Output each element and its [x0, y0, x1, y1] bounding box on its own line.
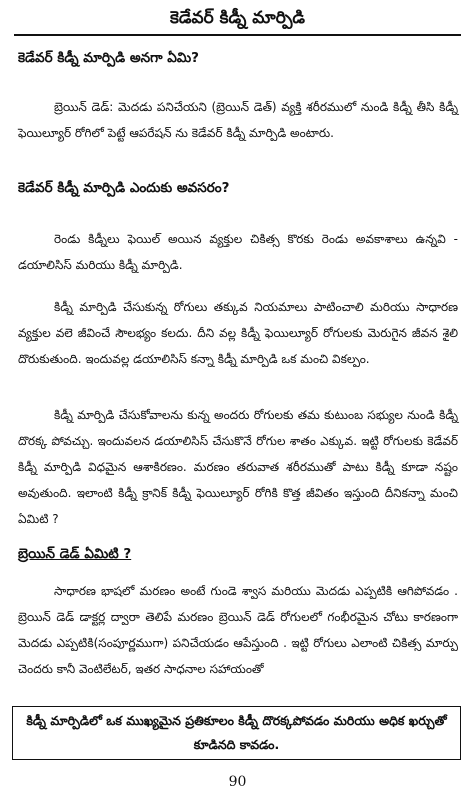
section-heading-why-needed: కెడేవర్ కిడ్నీ మార్పిడి ఎందుకు అవసరం?: [18, 180, 230, 196]
paragraph-cadaver-hope: కిడ్నీ మార్పిడి చేసుకోవాలను కున్న అందరు రోగులకు తమ కుటుంబ సభ్యుల నుండి కిడ్నీ దొరక్క పోవచ్చు. ఇందువలన డయాలిసిస్ చేసుకొనే రోగుల శాతం ఎక్కువ. ఇట్టి రోగులకు కెడేవర్ కిడ్నీ మార్పిడి విధమైన ఆశాకిరణం. మరణం తరువాత శరీరముతో పాటు కిడ్నీ కూడా నష్టం అవుతుంది. ఇలాంటి కిడ్నీ క్రానిక్ కిడ్నీ ఫెయిల్యూర్ రోగికి కొత్త జీవితం ఇస్తుంది దీనికన్నా మంచి ఏమిటి ?: [18, 408, 458, 526]
highlight-box: కిడ్నీ మార్పిడిలో ఒక ముఖ్యమైన ప్రతికూలం కిడ్నీ దొరక్కపోవడం మరియు అధిక ఖర్చుతో కూడినది కావడం.: [12, 706, 461, 760]
paragraph-brain-dead-definition: సాధారణ భాషలో మరణం అంటే గుండె శ్వాస మరియు మెదడు ఎప్పటికి ఆగిపోవడం . బ్రెయిన్ డెడ్ డాక్టర్ల ద్వారా తెలిపే మరణం బ్రెయిన్ డెడ్ రోగులలో గంభీరమైన చోటు కారణంగా మెదడు ఎప్పటికి(సంపూర్ణముగా) పనిచేయడం ఆపేస్తుంది . ఇట్టి రోగులు ఎలాంటి చికిత్స మార్పు చెందరు కానీ వెంటిలేటర్, ఇతర సాధనాల సహాయంతో: [18, 584, 458, 676]
page-number: 90: [228, 774, 247, 790]
page-title: కెడేవర్ కిడ్నీ మార్పిడి: [170, 8, 305, 28]
paragraph-definition: బ్రెయిన్ డెడ్: మెదడు పనిచేయని (బ్రెయిన్ డెత్) వ్యక్తి శరీరములో నుండి కిడ్నీ తీసి కిడ్నీ ఫెయిల్యూర్ రోగిలో పెట్టే ఆపరేషన్ ను కెడేవర్ కిడ్నీ మార్పిడి అంటారు.: [18, 100, 458, 140]
paragraph-options: రెండు కిడ్నీలు ఫెయిల్ అయిన వ్యక్తుల చికిత్స కొరకు రెండు అవకాశాలు ఉన్నవి - డయాలిసిస్ మరియు కిడ్నీ మార్పిడి.: [18, 232, 458, 272]
title-divider: [14, 34, 461, 36]
section-heading-brain-dead: బ్రెయిన్ డెడ్ ఏమిటి ?: [18, 546, 132, 562]
section-heading-what-is: కెడేవర్ కిడ్నీ మార్పిడి అనగా ఏమి?: [18, 50, 199, 66]
paragraph-transplant-benefits: కిడ్నీ మార్పిడి చేసుకున్న రోగులు తక్కువ నియమాలు పాటించాలి మరియు సాధారణ వ్యక్తుల వలె జీవించే సౌలభ్యం కలదు. దీని వల్ల కిడ్నీ ఫెయిల్యూర్ రోగులకు మెరుగైన జీవన శైలి దొరుకుతుంది. ఇందువల్ల డయాలిసిస్ కన్నా కిడ్నీ మార్పిడి ఒక మంచి వికల్పం.: [18, 300, 458, 366]
